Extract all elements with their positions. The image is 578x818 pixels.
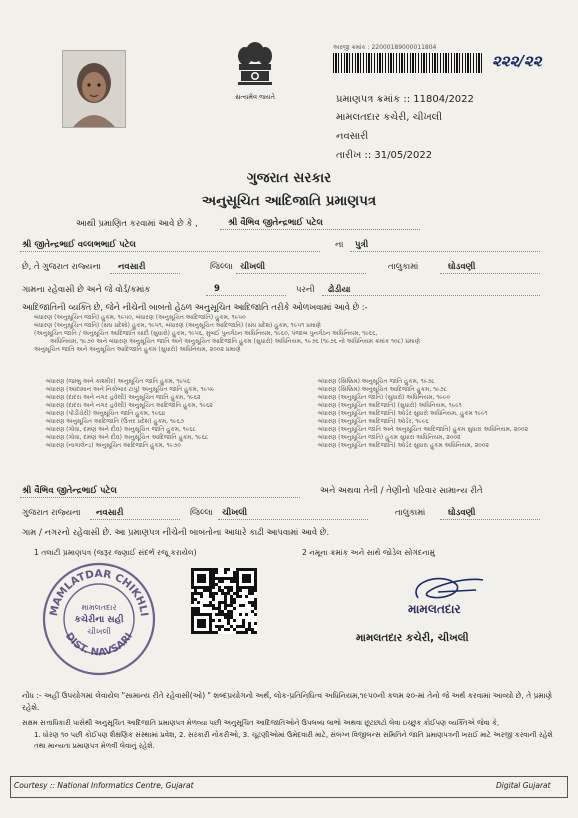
district-value-2: નવસારી — [96, 508, 124, 518]
handwritten-reference: ૨૨૨/૨૨ — [492, 52, 542, 70]
emblem-caption: સત્યમેવ જયતે — [235, 93, 275, 101]
law-line: અધિનિયમ, ૧૯૭૦ અને બંધારણ અનુસૂચિત જાતિ અને અનુસૂચિત આદિજાતિ હુકમ (સુધારો) અધિનિયમ, ૧૯૭૬ (૧૯૭૬ નો અધિનિયમ ક્રમાંક ૧૦૮) પ્રમાણે — [50, 338, 420, 345]
certificate-title: અનુસૂચિત આદિજાતિ પ્રમાણપત્ર — [201, 193, 377, 209]
village-value-2: ઘોડવણી — [448, 508, 476, 518]
signature-seal-text: મામલતદાર — [408, 602, 461, 616]
main-statement: આદિજાતિની વ્યક્તિ છે, જેને નીચેની બાબતો હેઠળ અનુસૂચિત આદિજાતિ તરીકે ઓળખવામાં આવે છે :- — [22, 302, 368, 312]
law-line: બંધારણ (અનુસૂચિત જાતિ) હુકમ, ૧૯૫૦, બંધારણ (અનુસૂચિત આદિજાતિ) હુકમ, ૧૯૫૦ — [34, 314, 246, 321]
qr-code — [191, 568, 257, 634]
office-district: નવસારી — [336, 131, 369, 142]
district-value: નવસારી — [118, 262, 146, 272]
law-lines — [34, 314, 554, 354]
order-item: બંધારણ (સિક્કિમ) અનુસૂચિત જાતિ હુકમ, ૧૯૭૮ — [318, 378, 435, 385]
applicant-photo — [62, 50, 126, 128]
barcode — [333, 53, 483, 73]
state-prefix-2: ગુજરાત રાજ્યના — [22, 508, 81, 518]
order-item: બંધારણ (અનુસૂચિત આદિજાતિ) (સુધારો) અધિનિયમ, ૧૯૯૧ — [318, 402, 462, 409]
stamp-ring-top: MAMLATDAR CHIKHLI — [47, 567, 150, 618]
taluka-suffix-2: તાલુકામાં — [395, 508, 426, 518]
rule-points: 1. ધોરણ ૧૦ પછી કોઈપણ શૈક્ષણિક સંસ્થામાં પ્રવેશ, 2. સરકારી નોકરીઓ, 3. ચૂંટણીઓમાં ઉમેદવારી માટે, સંલગ્ન વિજીલન્સ સમિતિને જાતિ પ્રમાણપત્રની ખરાઈ માટે અરજી કરવાની રહેશે તથા માન્યતા પ્રમાણપત્ર મેળવી લેવાનું રહેશે. — [34, 731, 553, 750]
orders-right-column — [318, 378, 568, 450]
taluka-value-2: ચીખલી — [222, 508, 248, 518]
order-item: બંધારણ (દાદરા અને નગર હવેલી) અનુસૂચિત જાતિ હુકમ, ૧૯૬૨ — [46, 394, 201, 401]
office-name: મામલતદાર કચેરી, ચીખલી — [336, 112, 443, 123]
caste-value: ઢોડીયા — [328, 285, 351, 295]
state-prefix: છે, તે ગુજરાત રાજ્યના — [22, 262, 101, 272]
basis-1: 1 તલાટી પ્રમાણપત્ર (જરૂર જણાઈ સંદર્ભ રજૂ કરાયેલ) — [34, 548, 197, 557]
stamp-graphic — [40, 560, 158, 678]
official-round-stamp — [40, 560, 158, 678]
order-item: બંધારણ (જમ્મુ અને કાશ્મીર) અનુસૂચિત જાતિ હુકમ, ૧૯૫૬ — [46, 378, 191, 385]
orders-left-column — [46, 378, 286, 450]
order-item: બંધારણ (આંદામાન અને નિકોબાર ટાપુ) અનુસૂચિત જાતિ હુકમ, ૧૯૫૯ — [46, 386, 215, 393]
family-statement: અને અથવા તેની / તેણીનો પરિવાર સામાન્ય રીતે — [320, 486, 483, 496]
application-number: અરજી ક્રમાંક : 22000189000011804 — [333, 44, 437, 51]
order-item: બંધારણ (અનુસૂચિત આદિજાતિ) ઓર્ડર, ૧૯૯૬ — [318, 418, 429, 425]
order-item: બંધારણ અનુસૂચિત આદિજાતિ (ઉત્તર પ્રદેશ) હુકમ, ૧૯૬૭ — [46, 418, 184, 425]
courtesy-text: Courtesy :: National Informatics Centre, Gujarat — [14, 781, 194, 790]
basis-2: 2 નમૂના ક્રમાંક અને સાથે જોડેલ સોગંદનામું — [302, 548, 436, 557]
order-item: બંધારણ (નાગાલેન્ડ) અનુસૂચિત આદિજાતિ હુકમ, ૧૯૭૦ — [46, 442, 181, 449]
order-item: બંધારણ (અનુસૂચિત જાતિ અને અનુસૂચિત આદિજાતિ) હુકમ સુધારા અધિનિયમ, ૨૦૦૨ — [318, 426, 528, 433]
order-item: બંધારણ (અનુસૂચિત જાતિ) (સુધારો) અધિનિયમ, ૧૯૯૦ — [318, 394, 451, 401]
district-suffix: જિલ્લા — [210, 262, 233, 272]
certify-prefix: આથી પ્રમાણિત કરવામાં આવે છે કે , — [76, 219, 198, 229]
ward-number: 9 — [214, 284, 220, 294]
national-emblem-icon — [232, 40, 278, 92]
village-value: ઘોડવણી — [448, 262, 476, 272]
district-suffix-2: જિલ્લા — [190, 508, 213, 518]
order-item: બંધારણ (ગોવા, દમણ અને દીવ) અનુસૂચિત જાતિ હુકમ, ૧૯૬૮ — [46, 426, 196, 433]
order-item: બંધારણ (સિક્કિમ) અનુસૂચિત આદિજાતિ હુકમ, ૧૯૭૮ — [318, 386, 448, 393]
certificate-number: પ્રમાણપત્ર ક્રમાંક :: 11804/2022 — [336, 94, 474, 105]
person-name: શ્રી વૈભિવ જીતેન્દ્રભાઈ પટેલ — [228, 218, 323, 228]
order-item: બંધારણ (અનુસૂચિત આદિજાતિ) ઓર્ડર સુધારા હુકમ અધિનિયમ, ૨૦૦૨ — [318, 442, 489, 449]
law-line: અનુસૂચિત જાતિ અને અનુસૂચિત આદિજાતિ હુકમ (સુધારો) અધિનિયમ, ૨૦૦૨ પ્રમાણે — [34, 346, 241, 353]
relation-value: પુત્રી — [355, 240, 369, 250]
caste-prefix: પરની — [296, 285, 315, 295]
note-text: નોંધ :- અહીં ઉપયોગમાં લેવાયેલ "સામાન્ય રીતે રહેવાસી(ઓ) " શબ્દપ્રયોગનો અર્થ, લોક-પ્રતિનિધિત્વ અધિનિયમ,૧૯૫૦ની કલમ ૨૦-માં તેનો જે અર્થ કરવામાં આવ્યો છે, તે પ્રમાણે રહેશે. — [22, 691, 553, 712]
signatory-office: મામલતદાર કચેરી, ચીખલી — [356, 632, 469, 644]
repeat-name: શ્રી વૈભિવ જીતેન્દ્રભાઈ પટેલ — [22, 486, 117, 496]
order-item: બંધારણ (દાદરા અને નગર હવેલી) અનુસૂચિત આદિજાતિ હુકમ, ૧૯૬૨ — [46, 402, 213, 409]
law-line: બંધારણ (અનુસૂચિત જાતિ) (સંઘ પ્રદેશો) હુકમ, ૧૯૫૧, બંધારણ (અનુસૂચિત આદિજાતિ) (સંઘ પ્રદેશ) હુકમ, ૧૯૫૧ પ્રમાણે — [34, 322, 321, 329]
resident-line: ગામ / નગરનો રહેવાસી છે. આ પ્રમાણપત્ર નીચેની બાબતોના આધારે કાઢી આપવામાં આવે છે. — [22, 528, 330, 538]
relation-prefix: ના — [335, 240, 344, 250]
qr-code-graphic — [191, 568, 257, 634]
father-name: શ્રી જીતેન્દ્રભાઈ વલ્લભભાઈ પટેલ — [22, 240, 136, 250]
stamp-inner-1: મામલતદાર — [81, 603, 117, 612]
stamp-center: કચેરીના સહી — [74, 615, 124, 625]
government-title: ગુજરાત સરકાર — [246, 170, 332, 186]
digital-gujarat-brand: Digital Gujarat — [496, 781, 551, 790]
order-item: બંધારણ (અનુસૂચિત આદિજાતિ) ઓર્ડર સુધારો અધિનિયમ, હુકમ ૧૯૯૧ — [318, 410, 488, 417]
stamp-inner-2: ચીખલી — [87, 627, 111, 636]
law-line: (અનુસૂચિત જાતિ / અનુસૂચિત આદિજાતિ યાદી (સુધારો) હુકમ, ૧૯૫૬, મુંબઈ પુનર્ગઠન અધિનિયમ, ૧૯૬૦, પંજાબ પુનર્ગઠન અધિનિયમ, ૧૯૬૬, — [34, 330, 378, 337]
order-item: બંધારણ (અનુસૂચિત જાતિ) હુકમ સુધારા અધિનિયમ, ૨૦૦૨ — [318, 434, 461, 441]
rule-main: સક્ષમ સત્તાધિકારી પાસેથી અનુસૂચિત આદિજાતિ પ્રમાણપત્ર મેળવ્યા પછી અનુસૂચિત આદિજાતિઓને ઉપલબ્ધ લાભો અથવા છૂટછાટો લેવા ઇચ્છુક કોઈપણ વ્યક્તિએ જેવા કે, — [22, 719, 500, 727]
taluka-suffix: તાલુકામાં — [388, 262, 419, 272]
issue-date: તારીખ :: 31/05/2022 — [336, 150, 433, 161]
order-item: બંધારણ (ગોવા, દમણ અને દીવ) અનુસૂચિત આદિજાતિ હુકમ, ૧૯૬૮ — [46, 434, 209, 441]
ward-prefix: ગામના રહેવાસી છે અને જે વોર્ડ/કમાંક — [22, 285, 151, 295]
order-item: બંધારણ (પોંડીચેરી) અનુસૂચિત જાતિ હુકમ, ૧૯૬૪ — [46, 410, 166, 417]
stamp-ring-bottom: DIST. NAVSARI — [62, 630, 136, 659]
taluka-value: ચીખલી — [240, 262, 266, 272]
